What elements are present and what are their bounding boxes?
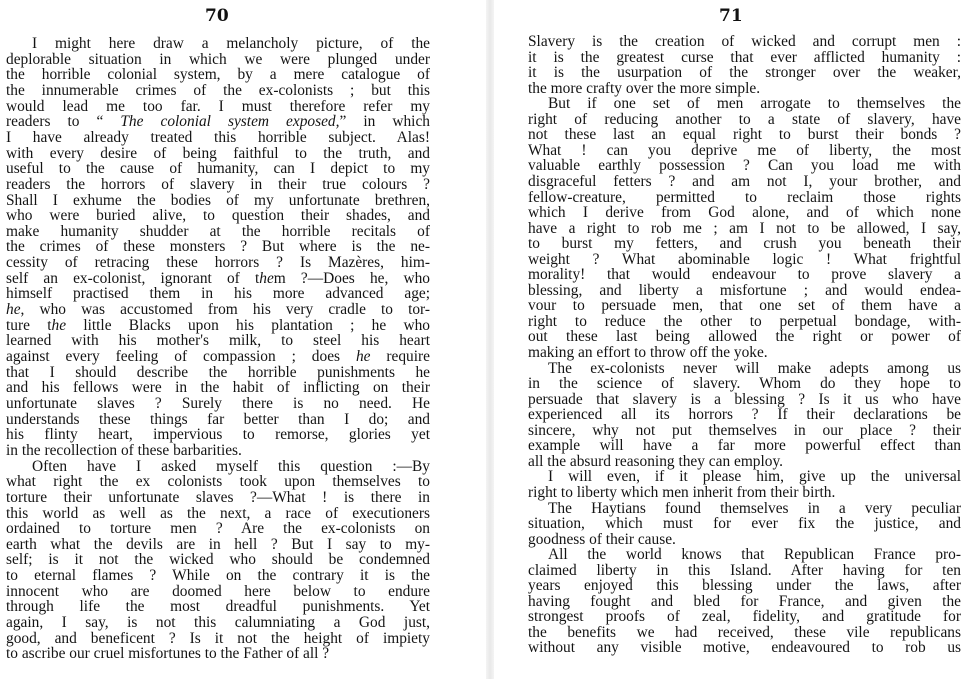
text-line: the horrible colonial system, by a mere catalogue of (6, 67, 430, 84)
text-line: right of reducing another to a state of slavery, have (528, 111, 961, 128)
text-line: ordained to torture men ? Are the ex-colonists on (6, 521, 430, 538)
text-line: this world as well as the next, a race of executioners (6, 505, 430, 522)
text-line: Slavery is the creation of wicked and corrupt men : (528, 34, 961, 50)
text-line: right to reduce the other to perpetual bondage, with- (528, 313, 961, 330)
text-line: the benefits we had received, these vile republicans (528, 624, 961, 641)
text-line: understands these things far better than I do; and (6, 411, 430, 428)
text-line: and his fellows were in the habit of inflicting on their (6, 380, 430, 397)
text-line: to burst my fetters, and crush you beneath their (528, 236, 961, 253)
text-line: through life the most dreadful punishments. Yet (6, 599, 430, 616)
text-line: morality! that would endeavour to prove slavery a (528, 267, 961, 284)
text-line: But if one set of men arrogate to themselves the (548, 96, 961, 113)
text-line: self; is it not the wicked who should be condemned (6, 552, 430, 569)
text-line: cessity of retracing these horrors ? Is Mazères, him- (6, 255, 430, 272)
text-line: out these last being allowed the right or power of (528, 329, 961, 346)
text-line: have a right to rob me ; am I not to be allowed, I say, (528, 220, 961, 237)
text-line: against every feeling of compassion ; does he require (6, 349, 430, 365)
text-line: the crimes of these monsters ? But where is the ne- (6, 239, 430, 256)
right-page (490, 0, 980, 679)
text-line: torture their unfortunate slaves ?—What ! is there in (6, 489, 430, 506)
text-line: vour to persuade men, that one set of them have a (528, 298, 961, 315)
text-line: would lead me too far. I must therefore refer my (6, 98, 430, 115)
text-line: disgraceful fetters ? and am not I, your brother, and (528, 173, 961, 190)
text-line: it is the greatest curse that ever afflicted humanity : (528, 49, 961, 66)
text-line: learned with his mother's milk, to steel his heart (6, 333, 430, 350)
text-line: to ascribe our cruel misfortunes to the Father of all ? (6, 646, 330, 663)
text-line: claimed liberty in this Island. After having for ten (528, 562, 961, 579)
text-line: with every desire of being faithful to the truth, and (6, 145, 430, 162)
text-line: Shall I exhume the bodies of my unfortunate brethren, (6, 192, 430, 209)
text-line: make humanity shudder at the horrible recitals of (6, 223, 430, 240)
text-line: that I should describe the horrible punishments he (6, 364, 430, 381)
text-line: all the absurd reasoning they can employ. (528, 453, 784, 470)
page-number-right: 71 (719, 6, 743, 26)
text-line: goodness of their cause. (528, 531, 676, 548)
text-line: earth what the devils are in hell ? But I say to my- (6, 536, 430, 553)
text-line: he, who was accustomed from his very cradle to tor- (6, 302, 430, 319)
text-line: having fought and bled for France, and given the (528, 593, 961, 610)
text-line: Often have I asked myself this question :—By (32, 458, 430, 475)
text-line: the more crafty over the more simple. (528, 80, 761, 97)
text-line: valuable earthly possession ? Can you load me with (528, 158, 961, 175)
text-line: years enjoyed this blessing under the laws, after (528, 578, 961, 595)
text-line: useful to the cause of humanity, can I depict to my (6, 161, 430, 178)
text-line: What ! can you deprive me of liberty, the most (528, 142, 961, 159)
text-line: what right the ex colonists took upon themselves to (6, 474, 430, 491)
text-line: fellow-creature, permitted to reclaim those rights (528, 189, 961, 206)
text-line: innocent who are doomed here below to endure (6, 583, 430, 600)
text-line: The Haytians found themselves in a very peculiar (548, 500, 961, 517)
text-line: unfortunate slaves ? Surely there is no need. He (6, 395, 430, 412)
text-line: himself practised them in his more advanced age; (6, 286, 430, 303)
text-line: deplorable situation in which we were plunged under (6, 51, 430, 68)
text-line: not these last an equal right to burst their bonds ? (528, 127, 961, 144)
text-line: again, I say, is not this calumniating a God just, (6, 615, 430, 632)
text-line: experienced all its horrors ? If their declarations be (528, 407, 961, 424)
text-line: weight ? What abominable logic ! What frightful (528, 251, 961, 268)
text-line: which I derive from God alone, and of which none (528, 205, 961, 222)
text-line: to eternal flames ? While on the contrary it is the (6, 568, 430, 585)
text-line: readers to “ The colonial system exposed,” in which (6, 114, 430, 131)
text-line: The ex-colonists never will make adepts among us (548, 360, 961, 377)
text-line: blessing, and liberty a misfortune ; and would endea- (528, 282, 961, 299)
text-line: readers the horrors of slavery in their true colours ? (6, 176, 430, 193)
text-line: in the science of slavery. Whom do they hope to (528, 376, 961, 393)
text-line: self an ex-colonist, ignorant of them ?—Does he, who (6, 270, 430, 287)
text-line: strongest proofs of zeal, fidelity, and gratitude for (528, 609, 961, 626)
text-line: making an effort to throw off the yoke. (528, 345, 768, 361)
text-line: the innumerable crimes of the ex-colonists ; but this (6, 82, 430, 99)
text-line: in the recollection of these barbarities. (6, 442, 242, 459)
text-line: sincere, why not put themselves in our place ? their (528, 422, 961, 439)
text-line: good, and beneficent ? Is it not the height of impiety (6, 630, 430, 647)
text-line: I will even, if it please him, give up the universal (548, 469, 961, 486)
text-line: who were buried alive, to question their shades, and (6, 208, 430, 225)
text-line: right to liberty which men inherit from their birth. (528, 484, 836, 501)
text-line: it is the usurpation of the stronger over the weaker, (528, 65, 961, 82)
text-line: without any visible motive, endeavoured to rob us (528, 640, 961, 657)
text-line: persuade that slavery is a blessing ? Is it us who have (528, 391, 961, 408)
text-line: All the world knows that Republican France pro- (548, 547, 961, 564)
page-number-left: 70 (205, 6, 229, 26)
text-line: I have already treated this horrible subject. Alas! (6, 129, 430, 146)
text-line: ture the little Blacks upon his plantation ; he who (6, 317, 430, 334)
text-line: I might here draw a melancholy picture, of the (32, 36, 430, 52)
text-line: example will have a far more powerful effect than (528, 438, 961, 455)
text-line: his flinty heart, impervious to remorse, glories yet (6, 427, 430, 444)
text-line: situation, which must for ever fix the justice, and (528, 516, 961, 533)
